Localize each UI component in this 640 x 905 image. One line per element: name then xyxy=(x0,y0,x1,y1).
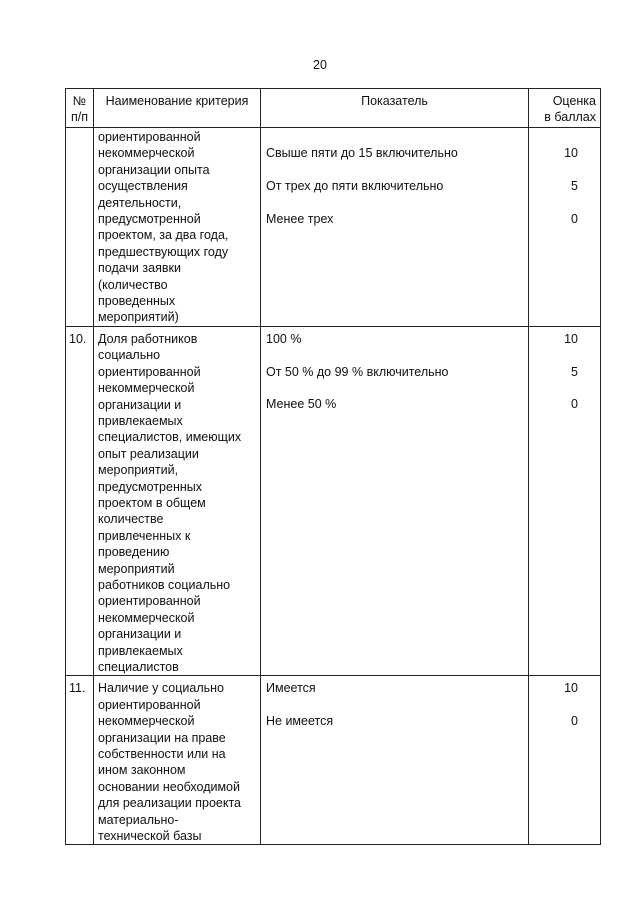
header-number: № п/п xyxy=(66,89,94,128)
indicator-option: 100 % xyxy=(266,331,302,346)
score-value: 0 xyxy=(571,714,578,729)
criterion-text: Наличие у социально ориентированной некоммерческой организации на праве собственности или на ином законном основании необходимой для реализации проекта материально- технической базы xyxy=(94,676,261,845)
score-value: 0 xyxy=(571,211,578,226)
indicator-option: Свыше пяти до 15 включительно xyxy=(266,146,458,160)
page-number: 20 xyxy=(313,58,327,72)
score-value: 0 xyxy=(571,397,578,412)
score-value: 5 xyxy=(571,364,578,379)
header-indicator: Показатель xyxy=(261,89,529,128)
indicator-cell xyxy=(261,128,529,327)
score-value: 10 xyxy=(564,681,578,696)
criterion-text: ориентированной некоммерческой организации опыта осуществления деятельности, предусмотренной проектом, за два года, предшествующих году подачи заявки (количество проведенных мероприятий) xyxy=(94,128,261,327)
indicator-cell xyxy=(261,676,529,845)
indicator-option: От трех до пяти включительно xyxy=(266,178,444,193)
score-cell xyxy=(529,128,601,327)
header-score: Оценка в баллах xyxy=(529,89,601,128)
row-number: 10. xyxy=(66,326,94,676)
score-value: 5 xyxy=(571,178,578,193)
table-row xyxy=(66,326,601,676)
score-value: 10 xyxy=(564,331,578,346)
indicator-option: Менее трех xyxy=(266,211,334,226)
row-number xyxy=(66,128,94,327)
indicator-option: Не имеется xyxy=(266,714,334,729)
indicator-cell xyxy=(261,326,529,676)
indicator-option: Менее 50 % xyxy=(266,397,337,412)
score-cell xyxy=(529,676,601,845)
table-row xyxy=(66,676,601,845)
score-cell xyxy=(529,326,601,676)
table-header-row xyxy=(66,89,601,128)
header-criterion: Наименование критерия xyxy=(94,89,261,128)
table-row xyxy=(66,128,601,327)
criteria-table xyxy=(65,88,601,845)
row-number: 11. xyxy=(66,676,94,845)
criterion-text: Доля работников социально ориентированной некоммерческой организации и привлекаемых специалистов, имеющих опыт реализации мероприятий, предусмотренных проектом в общем количестве привлеченных к проведению мероприятий работников социально ориентированной некоммерческой организации и привлекаемых специалистов xyxy=(94,326,261,676)
indicator-option: От 50 % до 99 % включительно xyxy=(266,364,449,379)
score-value: 10 xyxy=(564,146,578,160)
indicator-option: Имеется xyxy=(266,681,316,696)
